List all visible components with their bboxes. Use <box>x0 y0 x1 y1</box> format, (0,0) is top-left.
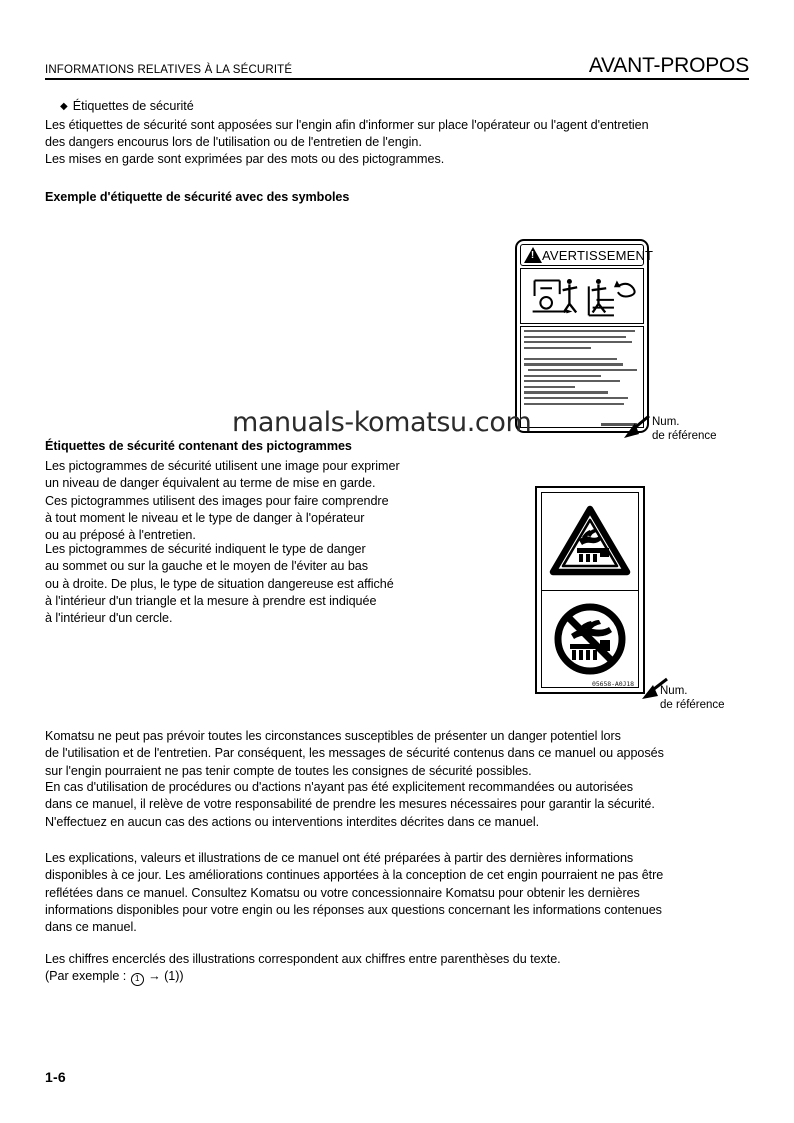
pictogram-hazard-cell <box>542 493 638 591</box>
heading-pictogram-labels: Étiquettes de sécurité contenant des pictogrammes <box>45 439 352 453</box>
komatsu-p2-line-3: N'effectuez en aucun cas des actions ou interventions interdites décrites dans ce manuel. <box>45 814 540 829</box>
pictogram-p1-line-1: Les pictogrammes de sécurité utilisent une image pour exprimer <box>45 459 400 473</box>
circled-numbers-line-1: Les chiffres encerclés des illustrations correspondent aux chiffres entre parenthèses du texte. <box>45 952 561 966</box>
heading-example-symbol-label: Exemple d'étiquette de sécurité avec des symboles <box>45 190 350 204</box>
komatsu-notice-paragraph-1 <box>45 728 751 780</box>
warning-pictogram-panel <box>520 268 644 324</box>
fine-print-line <box>524 347 591 349</box>
fine-print-line <box>524 397 628 399</box>
komatsu-notice-paragraph-2 <box>45 779 751 831</box>
header-chapter-title: AVANT-PROPOS <box>588 54 749 77</box>
no-hands-prohibition-icon <box>551 600 629 678</box>
page-header <box>45 55 749 80</box>
fine-print-line <box>524 363 623 365</box>
explanations-paragraph <box>45 850 751 936</box>
intro-paragraph-2 <box>45 151 745 168</box>
pictogram-paragraph-1 <box>45 458 505 544</box>
intro-line-1: Les étiquettes de sécurité sont apposées sur l'engin afin d'informer sur place l'opérateur ou l'agent d'entretien <box>45 118 649 132</box>
komatsu-p1-line-3: sur l'engin pourraient ne pas tenir compte de toutes les consignes de sécurité possibles. <box>45 763 532 778</box>
fine-print-line <box>524 391 608 393</box>
explanations-line-2: disponibles à ce jour. Les améliorations continues apportées à la conception de cet engin pourraient ne pas être <box>45 868 664 883</box>
explanations-line-3: reflétées dans ce manuel. Consultez Komatsu ou votre concessionnaire Komatsu pour obtenir les dernières <box>45 885 640 900</box>
header-section-title: INFORMATIONS RELATIVES À LA SÉCURITÉ <box>45 63 293 76</box>
intro-paragraph <box>45 117 745 152</box>
pictogram-p2-line-4: à l'intérieur d'un triangle et la mesure à prendre est indiquée <box>45 593 377 608</box>
fine-print-line <box>524 358 617 360</box>
circled-number-one-icon: 1 <box>131 973 144 986</box>
pictogram-p1-line-5: ou au préposé à l'entretien. <box>45 528 196 543</box>
circled-numbers-example-suffix: (1)) <box>164 969 184 984</box>
fine-print-line <box>524 403 624 405</box>
circled-numbers-example-prefix: (Par exemple : <box>45 969 130 984</box>
explanations-line-1: Les explications, valeurs et illustrations de ce manuel ont été préparées à partir des dernières informations <box>45 851 634 865</box>
fine-print-line <box>524 341 632 343</box>
fine-print-line <box>524 386 575 388</box>
pictogram-p1-line-3: Ces pictogrammes utilisent des images pour faire comprendre <box>45 493 389 508</box>
bullet-heading-label: Étiquettes de sécurité <box>72 99 194 113</box>
fine-print-line <box>524 380 620 382</box>
pictogram-p1-line-2: un niveau de danger équivalent au terme de mise en garde. <box>45 476 376 491</box>
site-watermark: manuals-komatsu.com <box>232 407 532 438</box>
pictogram-prohibition-cell <box>542 591 638 688</box>
fine-print-line <box>524 375 601 377</box>
fine-print-line <box>528 369 637 371</box>
warning-banner <box>520 244 654 266</box>
komatsu-p2-line-1: En cas d'utilisation de procédures ou d'actions n'ayant pas été explicitement recommandées ou autorisées <box>45 780 633 794</box>
safety-label-pictogram-illustration <box>535 486 645 694</box>
intro-line-3: Les mises en garde sont exprimées par des mots ou des pictogrammes. <box>45 152 445 166</box>
fine-print-line <box>524 330 635 332</box>
pictogram-paragraph-2 <box>45 541 505 627</box>
circled-numbers-example <box>45 968 751 986</box>
reference-callout-1-line-2: de référence <box>652 430 717 442</box>
pictogram-p2-line-5: à l'intérieur d'un cercle. <box>45 611 173 626</box>
pictogram-p2-line-1: Les pictogrammes de sécurité indiquent le type de danger <box>45 542 366 556</box>
warning-triangle-icon <box>524 247 542 263</box>
pictogram-p2-line-2: au sommet ou sur la gauche et le moyen de l'éviter au bas <box>45 559 368 574</box>
bullet-heading-safety-labels <box>60 98 194 116</box>
pictogram-label-reference-code: 05658-A0J18 <box>592 680 634 688</box>
reference-callout-1 <box>652 415 717 443</box>
bullet-diamond-icon: ◆ <box>60 101 68 112</box>
reference-callout-1-line-1: Num. <box>652 416 680 428</box>
reference-callout-arrow-1 <box>622 414 652 440</box>
pictogram-p1-line-4: à tout moment le niveau et le type de danger à l'opérateur <box>45 510 365 525</box>
fine-print-line <box>524 336 626 338</box>
reference-callout-2-line-2: de référence <box>660 699 725 711</box>
komatsu-p1-line-2: de l'utilisation et de l'entretien. Par conséquent, les messages de sécurité contenus dans ce manuel ou apposés <box>45 746 664 761</box>
warning-pictograms-svg <box>521 269 643 323</box>
circled-numbers-example-arrow: → <box>144 969 165 984</box>
crush-hazard-triangle-icon <box>549 504 631 578</box>
intro-line-2: des dangers encourus lors de l'utilisation ou de l'entretien de l'engin. <box>45 135 422 150</box>
warning-signal-word: AVERTISSEMENT <box>542 247 654 263</box>
page-number: 1-6 <box>45 1069 66 1085</box>
pictogram-p2-line-3: ou à droite. De plus, le type de situation dangereuse est affiché <box>45 576 394 591</box>
komatsu-p1-line-1: Komatsu ne peut pas prévoir toutes les circonstances susceptibles de présenter un danger potentiel lors <box>45 729 621 743</box>
safety-label-warning-illustration <box>515 239 654 433</box>
explanations-line-5: dans ce manuel. <box>45 920 137 935</box>
warning-fine-print-panel <box>520 326 644 428</box>
komatsu-p2-line-2: dans ce manuel, il relève de votre responsabilité de prendre les mesures nécessaires pour garantir la sécurité. <box>45 797 655 812</box>
pictogram-label-inner-frame <box>541 492 639 688</box>
reference-callout-2 <box>660 684 725 712</box>
circled-numbers-paragraph <box>45 951 751 986</box>
explanations-line-4: informations disponibles pour votre engin ou les réponses aux questions concernant les informations contenues <box>45 902 662 917</box>
reference-callout-2-line-1: Num. <box>660 685 688 697</box>
